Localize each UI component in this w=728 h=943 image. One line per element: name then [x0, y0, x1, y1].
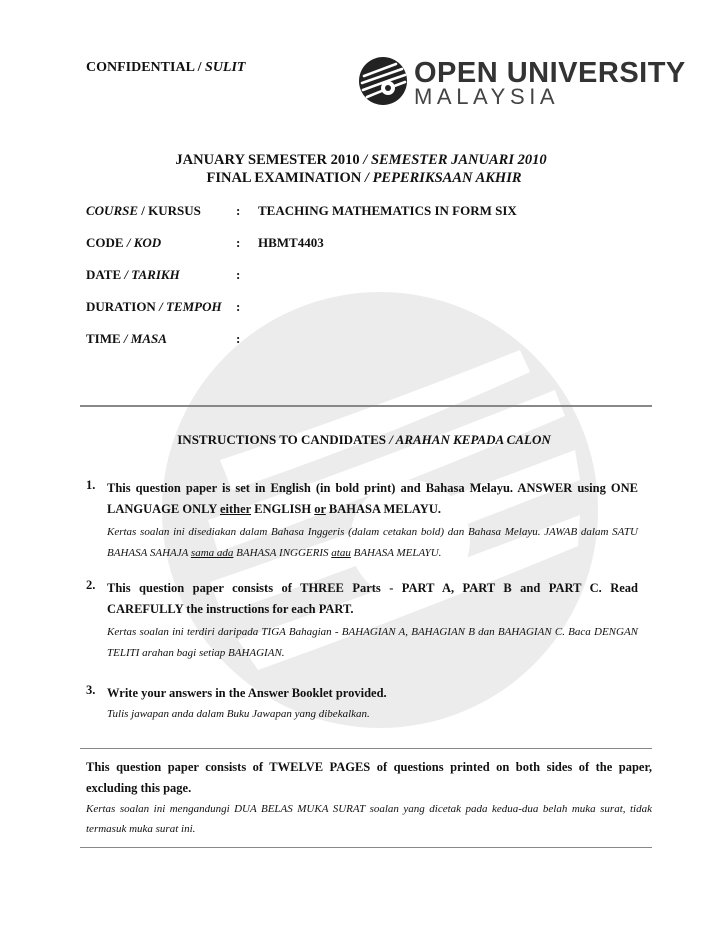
title-separator: / — [361, 170, 373, 186]
instructions-title-separator: / — [386, 432, 396, 447]
university-emblem-icon — [358, 56, 408, 106]
instructions-title-en: INSTRUCTIONS TO CANDIDATES — [177, 432, 387, 447]
instruction-item — [86, 478, 638, 564]
instruction-item — [86, 578, 638, 664]
info-colon: : — [236, 235, 241, 250]
instructions-title-my: ARAHAN KEPADA CALON — [395, 432, 551, 447]
instruction-text-my: Kertas soalan ini terdiri daripada TIGA Bahagian - BAHAGIAN A, BAHAGIAN B dan BAHAGIAN C. Baca DENGAN TELITI arahan bagi setiap BAHAGIAN. — [107, 626, 638, 659]
info-label: DURATION / TEMPOH — [86, 299, 222, 314]
info-label: DATE / TARIKH — [86, 267, 180, 282]
page-count-note-my: Kertas soalan ini mengandungi DUA BELAS MUKA SURAT soalan yang dicetak pada kedua-dua belah muka surat, tidak termasuk muka surat ini. — [86, 803, 652, 835]
logo-text-line1: OPEN UNIVERSITY — [414, 57, 686, 89]
instruction-text-en: This question paper is set in English (in bold print) and Bahasa Melayu. ANSWER using ONE LANGUAGE ONLY either ENGLISH or BAHASA MELAYU. — [107, 481, 638, 516]
exam-type-my: PEPERIKSAAN AKHIR — [372, 170, 522, 186]
page-count-note-en: This question paper consists of TWELVE PAGES of questions printed on both sides of the paper, excluding this page. — [86, 760, 652, 795]
instruction-number: 2. — [86, 578, 96, 592]
exam-type-en: FINAL EXAMINATION — [206, 170, 362, 186]
confidential-my: SULIT — [205, 60, 246, 75]
exam-title — [0, 151, 728, 187]
instruction-number: 1. — [86, 478, 96, 492]
university-logo — [358, 56, 686, 112]
logo-text-line2: MALAYSIA — [414, 84, 560, 109]
info-colon: : — [236, 331, 241, 346]
info-value-course: TEACHING MATHEMATICS IN FORM SIX — [258, 203, 517, 218]
title-separator: / — [359, 152, 371, 168]
info-value-code: HBMT4403 — [258, 235, 324, 250]
semester-en: JANUARY SEMESTER 2010 — [175, 152, 360, 168]
info-colon: : — [236, 299, 241, 314]
info-colon: : — [236, 267, 241, 282]
info-colon: : — [236, 203, 241, 218]
exam-title-line1 — [0, 151, 728, 169]
instruction-text-my: Kertas soalan ini disediakan dalam Bahasa Inggeris (dalam cetakan bold) dan Bahasa Melayu. JAWAB dalam SATU BAHASA SAHAJA sama ada BAHASA INGGERIS atau BAHASA MELAYU. — [107, 526, 638, 559]
info-label: TIME / MASA — [86, 331, 167, 346]
divider — [80, 847, 652, 848]
instruction-text-my: Tulis jawapan anda dalam Buku Jawapan yang dibekalkan. — [107, 708, 370, 720]
instruction-text-en: This question paper consists of THREE Parts - PART A, PART B and PART C. Read CAREFULLY the instructions for each PART. — [107, 581, 638, 616]
divider — [80, 405, 652, 407]
confidential-en: CONFIDENTIAL — [86, 60, 195, 75]
exam-title-line2 — [0, 169, 728, 187]
info-label: CODE / KOD — [86, 235, 162, 250]
page-count-note — [86, 757, 652, 839]
instruction-number: 3. — [86, 683, 96, 697]
divider — [80, 748, 652, 749]
instruction-text-en: Write your answers in the Answer Booklet provided. — [107, 686, 387, 700]
confidential-header — [86, 60, 245, 76]
confidential-separator: / — [194, 60, 206, 75]
instruction-item — [86, 683, 638, 725]
info-label: COURSE / KURSUS — [86, 203, 201, 218]
semester-my: SEMESTER JANUARI 2010 — [370, 152, 547, 168]
instructions-title — [0, 432, 728, 448]
